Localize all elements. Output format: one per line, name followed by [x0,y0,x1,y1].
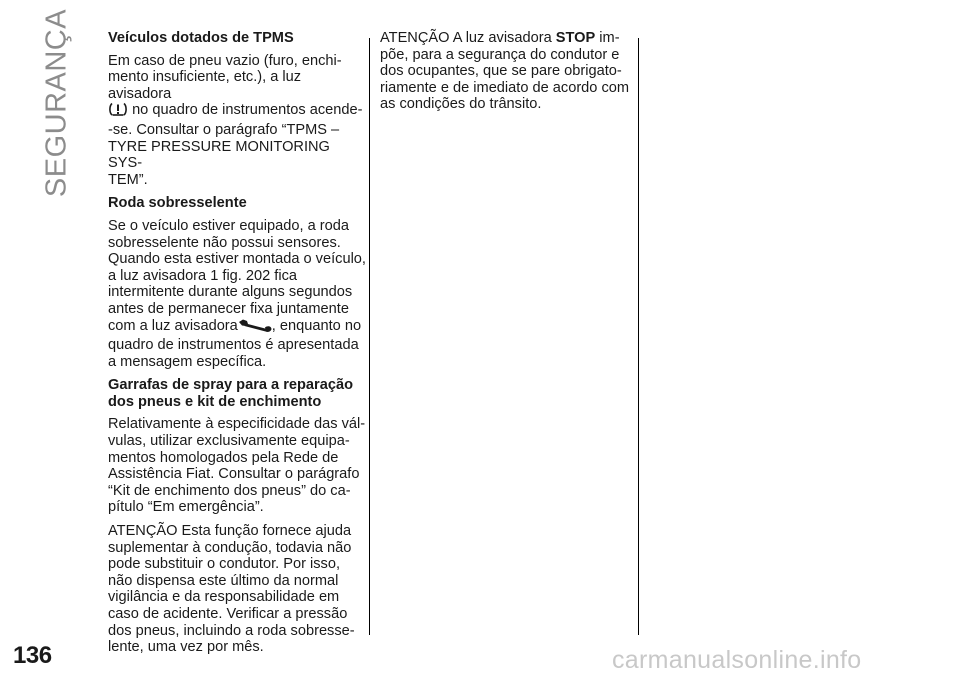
tpms-text-line-3-wrapper [108,102,368,122]
attention-paragraph-left: ATENÇÃO Esta função fornece ajuda suplementar à condução, todavia não pode substituir o condutor. Por isso, não dispensa este último da normal vigilância e da responsabilidade em caso de acidente. Verificar a pressão dos pneus, incluindo a roda sobresse- lente, uma vez por mês. [108,523,355,656]
tpms-text-line-2: mento insuficiente, etc.), a luz avisadora [108,69,302,102]
tpms-text-line-3: no quadro de instrumentos acende- [132,102,363,119]
tpms-paragraph [108,53,368,189]
tpms-text-line-4: -se. Consultar o parágrafo “TPMS – [108,121,340,138]
column-divider-left [369,38,370,635]
spare-wheel-paragraph [108,218,368,370]
watermark: carmanualsonline.info [612,646,862,674]
column-divider-right [638,38,639,635]
attention-paragraph-right [380,30,632,113]
section-tab-label: SEGURANÇA [40,8,73,198]
tpms-heading: Veículos dotados de TPMS [108,30,294,46]
page-number: 136 [13,642,52,669]
spare-wheel-heading: Roda sobresselente [108,195,247,212]
tpms-text-line-1: Em caso de pneu vazio (furo, enchi- [108,52,342,69]
tpms-text-line-5: TYRE PRESSURE MONITORING SYS- [108,138,330,172]
spray-kit-heading: Garrafas de spray para a reparação dos pneus e kit de enchimento [108,377,353,410]
wrench-icon [238,319,272,338]
spray-kit-paragraph: Relativamente à especificidade das vál- vulas, utilizar exclusivamente equipa- mentos homologados pela Rede de Assistência Fiat. Consultar o parágrafo “Kit de enchimento dos pneus” do ca- pítulo “Em emergência”. [108,416,366,516]
spare-wheel-text-1: Se o veículo estiver equipado, a roda sobresselente não possui sensores. Quando esta estiver montada o veículo, a luz avisadora 1 fig. 202 fica intermitente durante alguns segundos antes de permanecer fixa juntamente com a luz avisadora [108,217,366,334]
attention-rest: im- põe, para a segurança do condutor e dos ocupantes, que se pare obrigato- riamente e de imediato de acordo com as condições do trânsito. [380,30,630,113]
spare-wheel-text-2: , enquanto no quadro de instrumentos é apresentada a mensagem específica. [108,317,362,370]
left-column [108,30,368,663]
right-column [380,30,632,120]
tpms-warning-icon [108,102,128,122]
attention-prefix: ATENÇÃO A luz avisadora [380,30,556,46]
section-tab [27,8,87,198]
stop-label: STOP [555,30,596,46]
tpms-text-line-6: TEM”. [108,171,148,188]
